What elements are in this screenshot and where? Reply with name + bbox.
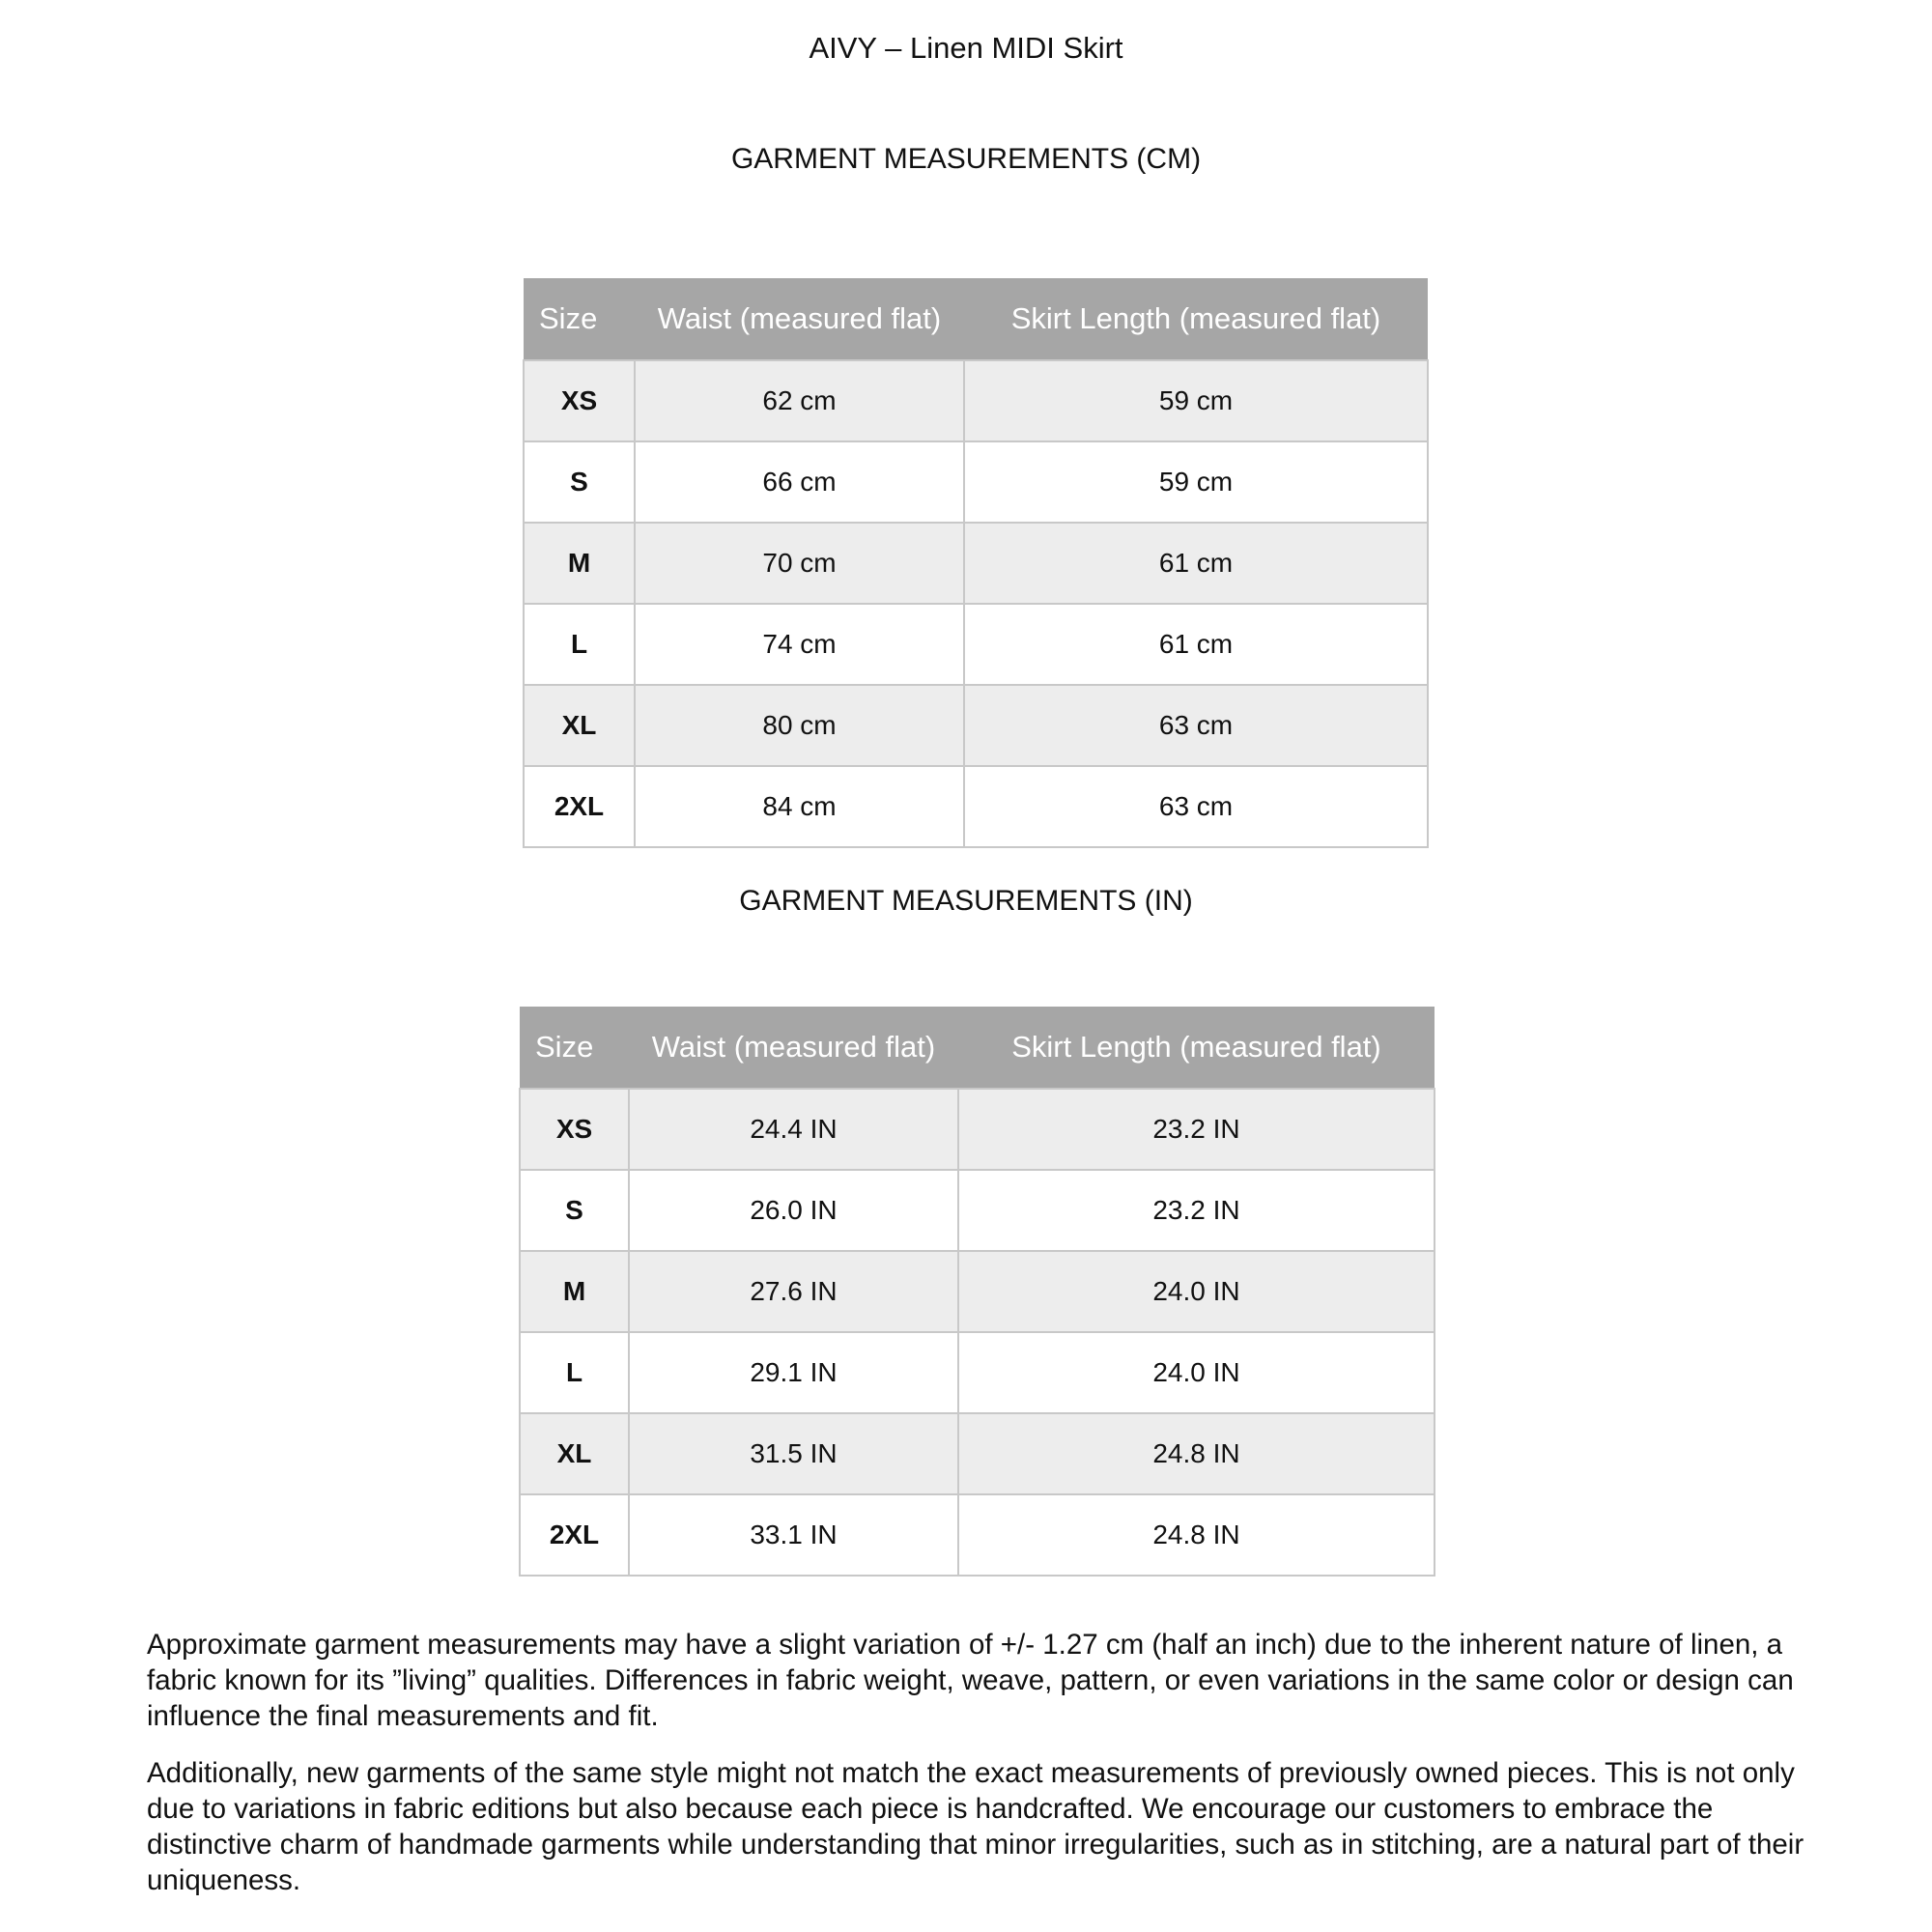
length-cell: 61 cm [964,604,1428,685]
table-header-row [524,278,1428,360]
column-header-size: Size [520,1007,629,1089]
length-cell: 63 cm [964,685,1428,766]
waist-cell: 31.5 IN [629,1413,958,1494]
column-header-length: Skirt Length (measured flat) [964,278,1428,360]
note-paragraph: Approximate garment measurements may have a slight variation of +/- 1.27 cm (half an inch) due to the inherent nature of linen, a fabric known for its ”living” qualities. Differences in fabric weight, weave, pattern, or even variations in the same color or design can influence the final measurements and fit. [147,1629,1794,1732]
size-cell: L [524,604,635,685]
size-cell: XS [524,360,635,441]
column-header-waist: Waist (measured flat) [629,1007,958,1089]
table-row [524,441,1428,523]
waist-cell: 27.6 IN [629,1251,958,1332]
column-header-size: Size [524,278,635,360]
length-cell: 59 cm [964,360,1428,441]
column-header-length: Skirt Length (measured flat) [958,1007,1435,1089]
waist-cell: 84 cm [635,766,964,847]
size-cell: S [524,441,635,523]
table-row [524,604,1428,685]
table-row [524,360,1428,441]
document-title: AIVY – Linen MIDI Skirt [809,31,1123,65]
handcrafted-note [147,1755,1808,1898]
column-header-waist: Waist (measured flat) [635,278,964,360]
length-cell: 24.8 IN [958,1413,1435,1494]
waist-cell: 33.1 IN [629,1494,958,1576]
in-measurements-table [519,1007,1435,1577]
note-paragraph: Additionally, new garments of the same style might not match the exact measurements of previously owned pieces. This is not only due to variations in fabric editions but also because each piece is handcrafted. We encourage our customers to embrace the distinctive charm of handmade garments while understanding that minor irregularities, such as in stitching, are a natural part of their uniqueness. [147,1757,1804,1896]
table-row [520,1413,1435,1494]
waist-cell: 26.0 IN [629,1170,958,1251]
length-cell: 63 cm [964,766,1428,847]
waist-cell: 24.4 IN [629,1089,958,1170]
length-cell: 23.2 IN [958,1170,1435,1251]
table-row [520,1170,1435,1251]
size-cell: XL [520,1413,629,1494]
length-cell: 24.8 IN [958,1494,1435,1576]
table-row [520,1332,1435,1413]
length-cell: 59 cm [964,441,1428,523]
size-cell: S [520,1170,629,1251]
size-cell: XL [524,685,635,766]
size-cell: 2XL [524,766,635,847]
size-cell: 2XL [520,1494,629,1576]
table-row [524,685,1428,766]
length-cell: 61 cm [964,523,1428,604]
size-cell: XS [520,1089,629,1170]
waist-cell: 66 cm [635,441,964,523]
length-cell: 24.0 IN [958,1251,1435,1332]
waist-cell: 29.1 IN [629,1332,958,1413]
length-cell: 23.2 IN [958,1089,1435,1170]
table-row [520,1494,1435,1576]
table-header-row [520,1007,1435,1089]
size-cell: L [520,1332,629,1413]
table-row [520,1089,1435,1170]
length-cell: 24.0 IN [958,1332,1435,1413]
waist-cell: 74 cm [635,604,964,685]
table-row [524,523,1428,604]
cm-table-heading: GARMENT MEASUREMENTS (CM) [730,143,1202,175]
table-row [520,1251,1435,1332]
waist-cell: 80 cm [635,685,964,766]
table-row [524,766,1428,847]
variation-note [147,1627,1808,1734]
cm-measurements-table [523,278,1429,848]
in-table-heading: GARMENT MEASUREMENTS (IN) [739,885,1193,917]
waist-cell: 70 cm [635,523,964,604]
size-cell: M [520,1251,629,1332]
size-cell: M [524,523,635,604]
waist-cell: 62 cm [635,360,964,441]
